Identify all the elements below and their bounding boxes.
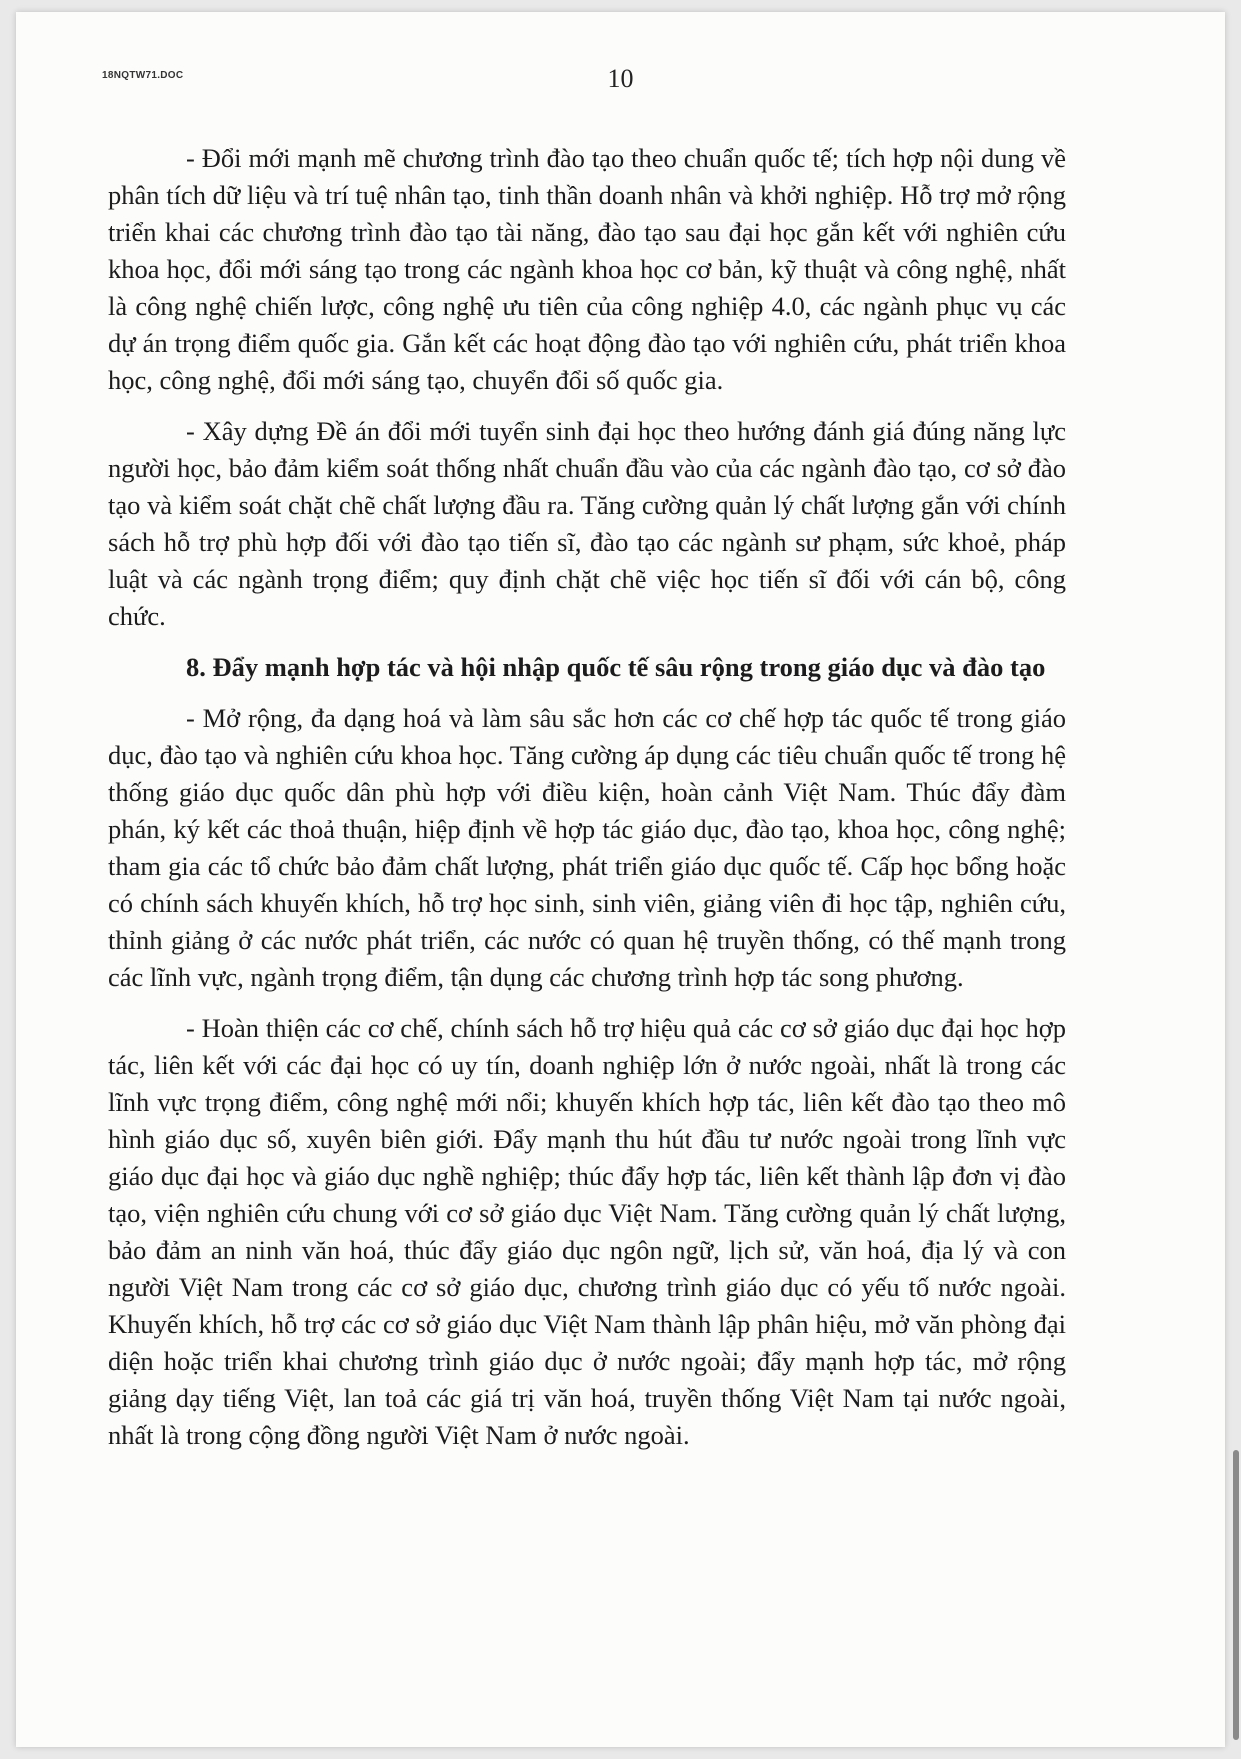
page-number: 10 xyxy=(607,64,634,93)
document-body xyxy=(108,140,1066,1454)
paragraph-training-program: - Đổi mới mạnh mẽ chương trình đào tạo theo chuẩn quốc tế; tích hợp nội dung về phân tích dữ liệu và trí tuệ nhân tạo, tinh thần doanh nhân và khởi nghiệp. Hỗ trợ mở rộng triển khai các chương trình đào tạo tài năng, đào tạo sau đại học gắn kết với nghiên cứu khoa học, đổi mới sáng tạo trong các ngành khoa học cơ bản, kỹ thuật và công nghệ, nhất là công nghệ chiến lược, công nghệ ưu tiên của công nghiệp 4.0, các ngành phục vụ các dự án trọng điểm quốc gia. Gắn kết các hoạt động đào tạo với nghiên cứu, phát triển khoa học, công nghệ, đổi mới sáng tạo, chuyển đổi số quốc gia. xyxy=(108,143,1066,395)
scrollbar[interactable] xyxy=(1233,1450,1239,1740)
document-code: 18NQTW71.DOC xyxy=(102,70,184,81)
paragraph-university-admission: - Xây dựng Đề án đổi mới tuyển sinh đại học theo hướng đánh giá đúng năng lực người học, bảo đảm kiểm soát thống nhất chuẩn đầu vào của các ngành đào tạo, cơ sở đào tạo và kiểm soát chặt chẽ chất lượng đầu ra. Tăng cường quản lý chất lượng gắn với chính sách hỗ trợ phù hợp đối với đào tạo tiến sĩ, đào tạo các ngành sư phạm, sức khoẻ, pháp luật và các ngành trọng điểm; quy định chặt chẽ việc học tiến sĩ đối với cán bộ, công chức. xyxy=(108,416,1066,631)
section-heading: 8. Đẩy mạnh hợp tác và hội nhập quốc tế sâu rộng trong giáo dục và đào tạo xyxy=(186,652,1046,682)
paragraph-international-cooperation: - Mở rộng, đa dạng hoá và làm sâu sắc hơn các cơ chế hợp tác quốc tế trong giáo dục, đào tạo và nghiên cứu khoa học. Tăng cường áp dụng các tiêu chuẩn quốc tế trong hệ thống giáo dục quốc dân phù hợp với điều kiện, hoàn cảnh Việt Nam. Thúc đẩy đàm phán, ký kết các thoả thuận, hiệp định về hợp tác giáo dục, đào tạo, khoa học, công nghệ; tham gia các tổ chức bảo đảm chất lượng, phát triển giáo dục quốc tế. Cấp học bổng hoặc có chính sách khuyến khích, hỗ trợ học sinh, sinh viên, giảng viên đi học tập, nghiên cứu, thỉnh giảng ở các nước phát triển, các nước có quan hệ truyền thống, có thế mạnh trong các lĩnh vực, ngành trọng điểm, tận dụng các chương trình hợp tác song phương. xyxy=(108,703,1066,992)
document-page xyxy=(16,12,1225,1747)
paragraph-foreign-partnership: - Hoàn thiện các cơ chế, chính sách hỗ trợ hiệu quả các cơ sở giáo dục đại học hợp tác, liên kết với các đại học có uy tín, doanh nghiệp lớn ở nước ngoài, nhất là trong các lĩnh vực trọng điểm, công nghệ mới nổi; khuyến khích hợp tác, liên kết đào tạo theo mô hình giáo dục số, xuyên biên giới. Đẩy mạnh thu hút đầu tư nước ngoài trong lĩnh vực giáo dục đại học và giáo dục nghề nghiệp; thúc đẩy hợp tác, liên kết thành lập đơn vị đào tạo, viện nghiên cứu chung với cơ sở giáo dục Việt Nam. Tăng cường quản lý chất lượng, bảo đảm an ninh văn hoá, thúc đẩy giáo dục ngôn ngữ, lịch sử, văn hoá, địa lý và con người Việt Nam trong các cơ sở giáo dục, chương trình giáo dục có yếu tố nước ngoài. Khuyến khích, hỗ trợ các cơ sở giáo dục Việt Nam thành lập phân hiệu, mở văn phòng đại diện hoặc triển khai chương trình giáo dục ở nước ngoài; đẩy mạnh hợp tác, mở rộng giảng dạy tiếng Việt, lan toả các giá trị văn hoá, truyền thống Việt Nam tại nước ngoài, nhất là trong cộng đồng người Việt Nam ở nước ngoài. xyxy=(108,1013,1066,1450)
